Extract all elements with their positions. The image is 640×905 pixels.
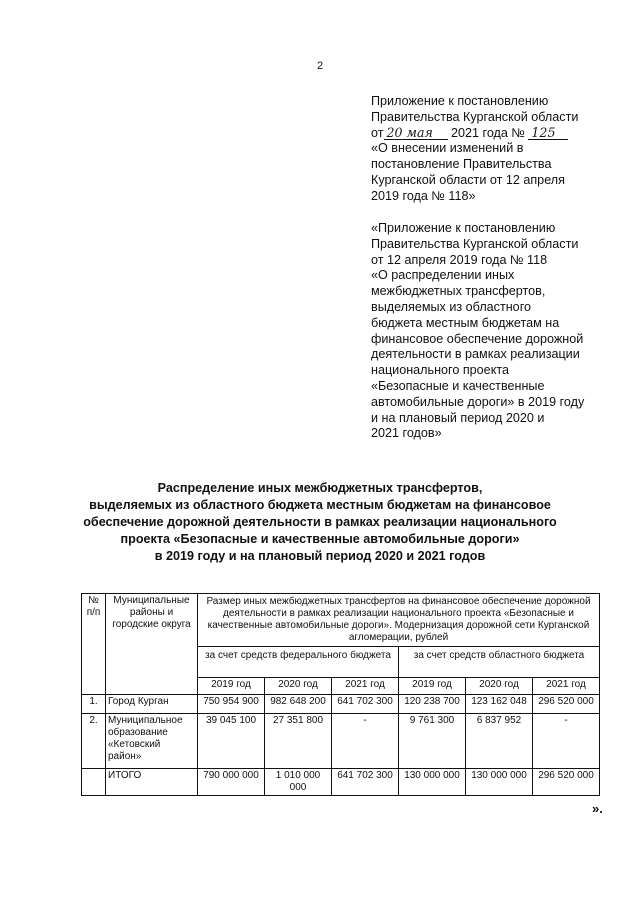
header-num: № п/п (82, 594, 106, 695)
total-cell: 130 000 000 (399, 769, 466, 796)
date-prefix: от (371, 125, 384, 140)
value-cell: 120 238 700 (399, 695, 466, 714)
quote-line: «Безопасные и качественные (371, 378, 545, 393)
total-cell: 1 010 000 000 (265, 769, 332, 796)
quote-line: деятельности в рамках реализации (371, 347, 580, 362)
value-cell: - (533, 714, 600, 769)
value-cell: 641 702 300 (332, 695, 399, 714)
total-label: ИТОГО (106, 769, 198, 796)
title-line: Распределение иных межбюджетных трансфертов, (157, 481, 483, 495)
year-cell: 2020 год (265, 678, 332, 695)
quote-line: и на плановый период 2020 и (371, 410, 545, 425)
table-row (82, 695, 600, 714)
total-cell: 130 000 000 (466, 769, 533, 796)
row-name: Муниципальное образование «Кетовский район» (106, 714, 198, 769)
annex-header (371, 94, 621, 205)
value-cell: 750 954 900 (198, 695, 265, 714)
table-row (82, 714, 600, 769)
quote-line: «О распределении иных (371, 268, 515, 283)
title-line: обеспечение дорожной деятельности в рамках реализации национального (83, 515, 557, 529)
date-middle: 2021 года № (451, 125, 525, 140)
quote-line: финансовое обеспечение дорожной (371, 331, 584, 346)
quote-line: 2021 годов» (371, 426, 442, 441)
header-name: Муниципальные районы и городские округа (106, 594, 198, 695)
document-title (40, 480, 600, 565)
annex-line: «О внесении изменений в (371, 141, 524, 156)
annex-line: 2019 года № 118» (371, 188, 476, 203)
quote-line: «Приложение к постановлению (371, 221, 556, 235)
title-line: выделяемых из областного бюджета местным бюджетам на финансовое (89, 498, 551, 512)
handwritten-number: 125 (528, 126, 568, 140)
quote-line: национального проекта (371, 363, 509, 378)
annex-line: Приложение к постановлению (371, 94, 549, 108)
handwritten-date: 20 мая (384, 126, 448, 140)
total-cell: 790 000 000 (198, 769, 265, 796)
title-line: проекта «Безопасные и качественные автомобильные дороги» (120, 532, 520, 546)
row-num: 2. (82, 714, 106, 769)
annex-line: Курганской области от 12 апреля (371, 172, 565, 187)
transfers-table (81, 593, 600, 796)
quote-line: от 12 апреля 2019 года № 118 (371, 252, 548, 267)
header-federal: за счет средств федерального бюджета (198, 647, 399, 678)
row-num: 1. (82, 695, 106, 714)
title-line: в 2019 году и на плановый период 2020 и 2021 годов (154, 549, 486, 563)
quote-line: Правительства Курганской области (371, 236, 579, 251)
header-regional: за счет средств областного бюджета (399, 647, 600, 678)
annex-quote (371, 221, 621, 442)
closing-quote: ». (592, 801, 603, 816)
total-cell: 296 520 000 (533, 769, 600, 796)
header-row (82, 594, 600, 647)
annex-line: Правительства Курганской области (371, 109, 579, 124)
year-cell: 2020 год (466, 678, 533, 695)
value-cell: 296 520 000 (533, 695, 600, 714)
page-number: 2 (316, 60, 324, 72)
quote-line: бюджета местным бюджетам на (371, 315, 560, 330)
value-cell: 6 837 952 (466, 714, 533, 769)
row-name: Город Курган (106, 695, 198, 714)
quote-line: выделяемых из областного (371, 299, 532, 314)
annex-line: постановление Правительства (371, 157, 552, 172)
year-cell: 2021 год (332, 678, 399, 695)
year-cell: 2021 год (533, 678, 600, 695)
total-row (82, 769, 600, 796)
value-cell: 123 162 048 (466, 695, 533, 714)
value-cell: - (332, 714, 399, 769)
value-cell: 39 045 100 (198, 714, 265, 769)
value-cell: 982 648 200 (265, 695, 332, 714)
total-num (82, 769, 106, 796)
annex-date-line (371, 126, 621, 142)
value-cell: 27 351 800 (265, 714, 332, 769)
quote-line: автомобильные дороги» в 2019 году (371, 394, 585, 409)
value-cell: 9 761 300 (399, 714, 466, 769)
year-cell: 2019 год (198, 678, 265, 695)
header-main: Размер иных межбюджетных трансфертов на финансовое обеспечение дорожной деятельности в рамках реализации национального проекта «Безопасные и качественные автомобильные дороги». Модернизация дорожной сети Курганской агломерации, рублей (198, 594, 600, 647)
year-cell: 2019 год (399, 678, 466, 695)
total-cell: 641 702 300 (332, 769, 399, 796)
quote-line: межбюджетных трансфертов, (371, 284, 546, 299)
